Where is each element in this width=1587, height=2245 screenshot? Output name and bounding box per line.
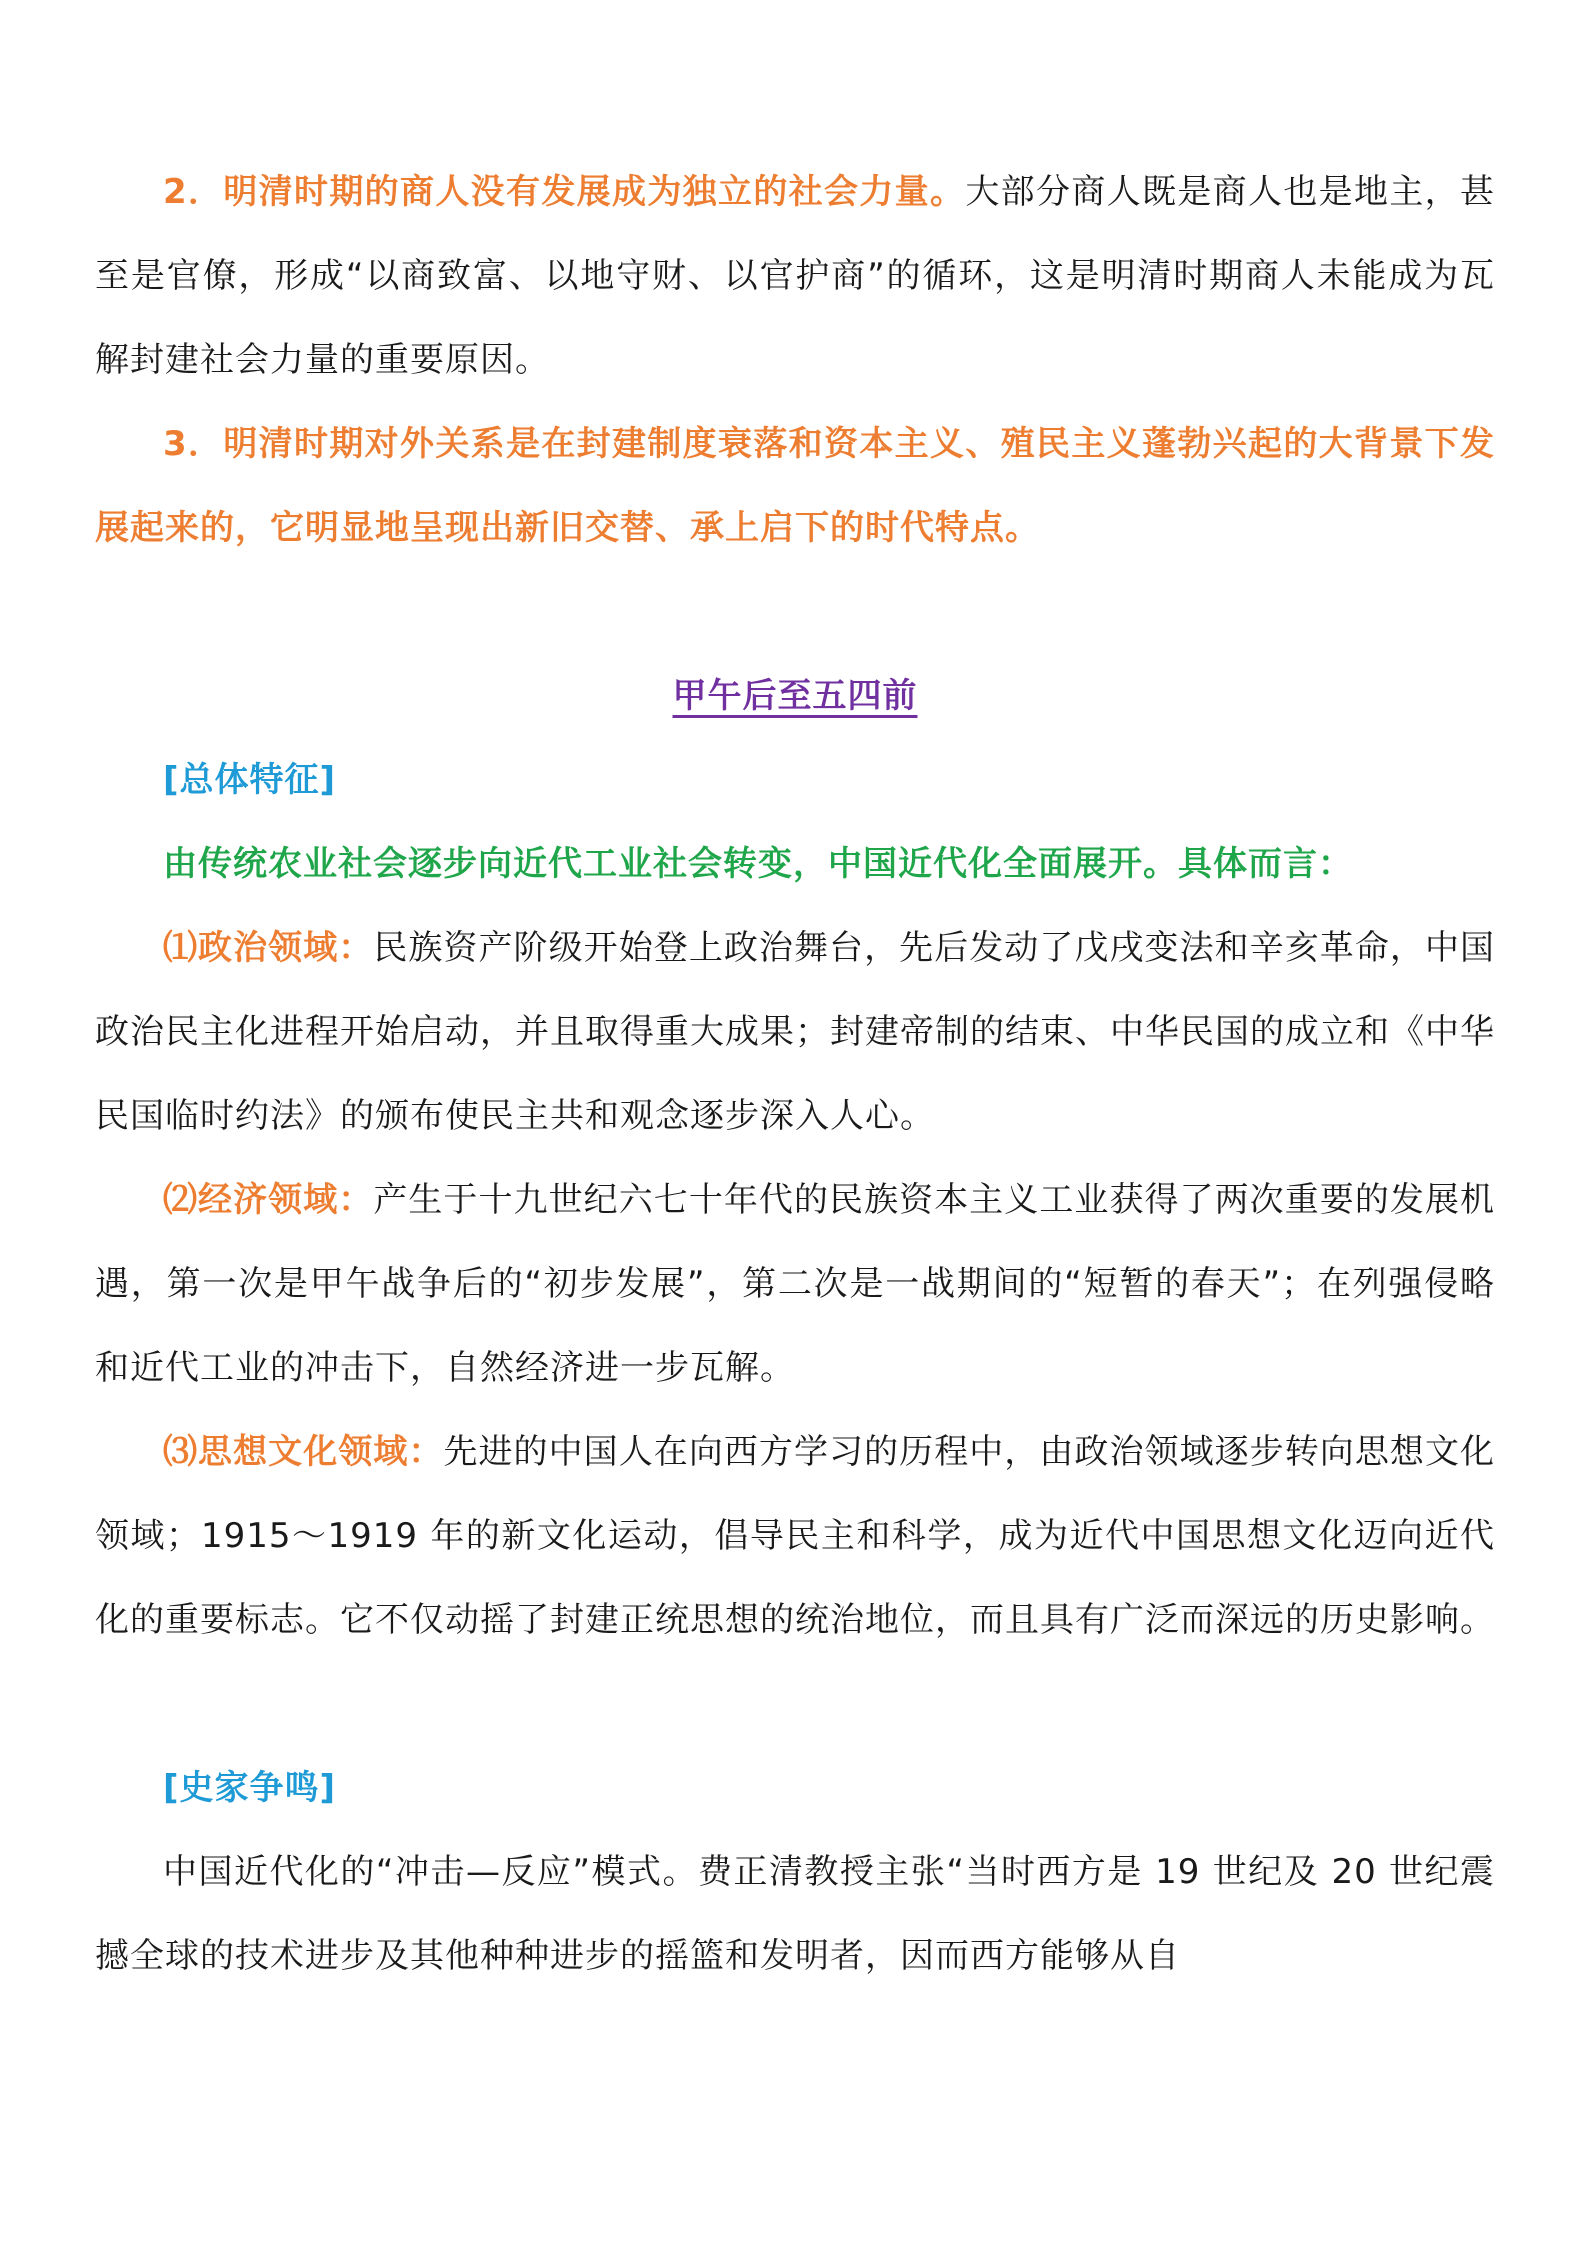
section-title: 甲午后至五四前 <box>672 676 918 716</box>
paragraph-ming-qing-merchants <box>95 150 1495 402</box>
paragraph-body: 大部分商人既是商人也是地主，甚至是官僚，形成“以商致富、以地守财、以官护商”的循环，这是明清时期商人未能成为瓦解封建社会力量的重要原因。 <box>95 172 1496 380</box>
overall-features-tag <box>95 738 1495 822</box>
item-culture <box>95 1410 1495 1662</box>
item-body: 先进的中国人在向西方学习的历程中，由政治领域逐步转向思想文化领域；1915～1919 年的新文化运动，倡导民主和科学，成为近代中国思想文化迈向近代化的重要标志。它不仅动摇了封建正统思想的统治地位，而且具有广泛而深远的历史影响。 <box>95 1432 1496 1640</box>
item-lead: ⑴政治领域： <box>163 928 374 968</box>
key-point-2: 2．明清时期的商人没有发展成为独立的社会力量。 <box>163 172 966 212</box>
spacer <box>95 570 1495 654</box>
item-politics <box>95 906 1495 1158</box>
item-lead: ⑶思想文化领域： <box>163 1432 444 1472</box>
paragraph-ming-qing-foreign-relations <box>95 402 1495 570</box>
summary-paragraph <box>95 822 1495 906</box>
debate-paragraph <box>95 1830 1495 1998</box>
summary-text: 由传统农业社会逐步向近代工业社会转变，中国近代化全面展开。具体而言： <box>163 844 1353 884</box>
item-body: 产生于十九世纪六七十年代的民族资本主义工业获得了两次重要的发展机遇，第一次是甲午战争后的“初步发展”，第二次是一战期间的“短暂的春天”；在列强侵略和近代工业的冲击下，自然经济进一步瓦解。 <box>95 1180 1496 1388</box>
section-heading <box>95 654 1495 738</box>
debate-tag <box>95 1746 1495 1830</box>
spacer <box>95 1662 1495 1746</box>
key-point-3: 3．明清时期对外关系是在封建制度衰落和资本主义、殖民主义蓬勃兴起的大背景下发展起来的，它明显地呈现出新旧交替、承上启下的时代特点。 <box>95 424 1495 548</box>
item-body: 民族资产阶级开始登上政治舞台，先后发动了戊戌变法和辛亥革命，中国政治民主化进程开始启动，并且取得重大成果；封建帝制的结束、中华民国的成立和《中华民国临时约法》的颁布使民主共和观念逐步深入人心。 <box>95 928 1496 1136</box>
document-page <box>95 150 1495 1998</box>
tag-label: [总体特征] <box>163 760 337 800</box>
debate-text: 中国近代化的“冲击—反应”模式。费正清教授主张“当时西方是 19 世纪及 20 世纪震撼全球的技术进步及其他种种进步的摇篮和发明者，因而西方能够从自 <box>95 1852 1495 1976</box>
tag-label: [史家争鸣] <box>163 1768 337 1808</box>
item-economy <box>95 1158 1495 1410</box>
item-lead: ⑵经济领域： <box>163 1180 374 1220</box>
